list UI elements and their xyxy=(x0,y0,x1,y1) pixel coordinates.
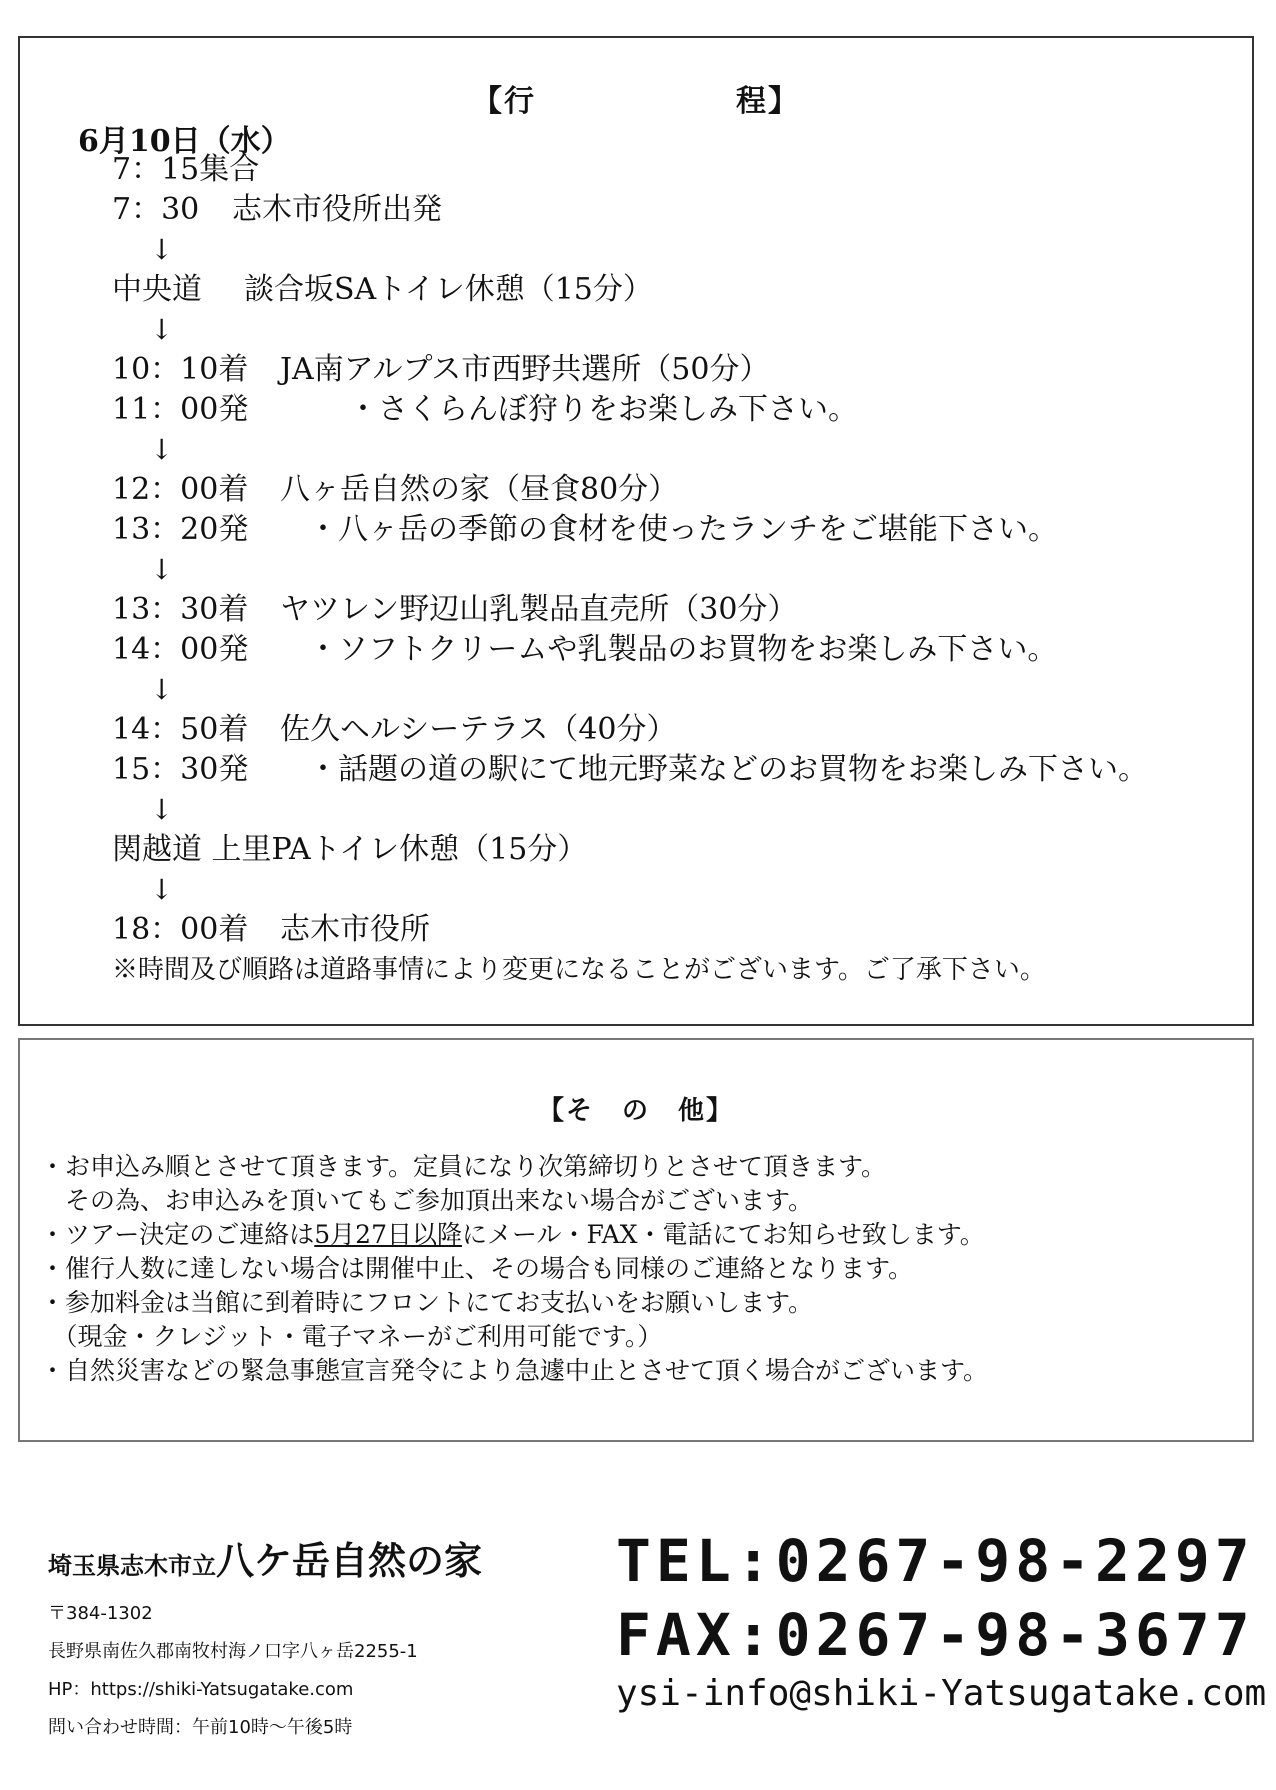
schedule-row: 7：30 志木市役所出発 xyxy=(112,192,442,227)
schedule-row: 11：00発 ・さくらんぼ狩りをお楽しみ下さい。 xyxy=(112,392,858,427)
schedule-row: 13：30着 ヤツレン野辺山乳製品直売所（30分） xyxy=(112,592,798,627)
postal-code: 〒384-1302 xyxy=(48,1603,153,1624)
arrow-down-icon: ↓ xyxy=(150,313,174,346)
other-info-box xyxy=(18,1038,1254,1442)
arrow-down-icon: ↓ xyxy=(150,233,174,266)
organization-name: 埼玉県志木市立八ケ岳自然の家 xyxy=(48,1539,483,1583)
footer-contact xyxy=(616,1524,1267,1716)
itinerary-title-right: 程】 xyxy=(736,84,800,119)
list-item: ・ツアー決定のご連絡は5月27日以降にメール・FAX・電話にてお知らせ致します。 xyxy=(40,1220,985,1249)
schedule-row: 13：20発 ・八ヶ岳の季節の食材を使ったランチをご堪能下さい。 xyxy=(112,512,1058,547)
schedule-row: 18：00着 志木市役所 xyxy=(112,912,430,947)
decision-date: 5月27日以降 xyxy=(314,1220,462,1249)
itinerary-footnote: ※時間及び順路は道路事情により変更になることがございます。ご了承下さい。 xyxy=(112,955,1046,985)
other-info-list xyxy=(40,1150,1240,1388)
footer-organization xyxy=(48,1530,608,1747)
itinerary-date: 6月10日（水） xyxy=(78,124,291,159)
email-address[interactable]: ysi-info@shiki-Yatsugatake.com xyxy=(616,1673,1267,1714)
itinerary-title xyxy=(20,76,1252,120)
contact-hours: 問い合わせ時間：午前10時～午後5時 xyxy=(48,1717,353,1738)
arrow-down-icon: ↓ xyxy=(150,873,174,906)
arrow-down-icon: ↓ xyxy=(150,673,174,706)
list-item: ・参加料金は当館に到着時にフロントにてお支払いをお願いします。 xyxy=(40,1288,814,1317)
schedule-row: 中央道 談合坂SAトイレ休憩（15分） xyxy=(112,272,653,307)
schedule-row: 7：15集合 xyxy=(112,152,260,187)
schedule-row: 14：00発 ・ソフトクリームや乳製品のお買物をお楽しみ下さい。 xyxy=(112,632,1058,667)
list-item: ・自然災害などの緊急事態宣言発令により急遽中止とさせて頂く場合がございます。 xyxy=(40,1356,989,1385)
arrow-down-icon: ↓ xyxy=(150,793,174,826)
tel-number[interactable]: TEL:0267-98-2297 xyxy=(616,1527,1255,1595)
schedule-row: 15：30発 ・話題の道の駅にて地元野菜などのお買物をお楽しみ下さい。 xyxy=(112,752,1148,787)
fax-number: FAX:0267-98-3677 xyxy=(616,1601,1255,1669)
schedule-row: 関越道 上里PAトイレ休憩（15分） xyxy=(112,832,588,867)
itinerary-box xyxy=(18,36,1254,1026)
list-item: （現金・クレジット・電子マネーがご利用可能です。） xyxy=(40,1322,663,1351)
schedule-row: 12：00着 八ヶ岳自然の家（昼食80分） xyxy=(112,472,679,507)
arrow-down-icon: ↓ xyxy=(150,433,174,466)
other-info-title: 【そ の 他】 xyxy=(537,1096,734,1126)
list-item: ・催行人数に達しない場合は開催中止、その場合も同様のご連絡となります。 xyxy=(40,1254,914,1283)
address-block xyxy=(48,1595,608,1747)
arrow-down-icon: ↓ xyxy=(150,553,174,586)
schedule-list xyxy=(112,150,1252,990)
list-item: その為、お申込みを頂いてもご参加頂出来ない場合がございます。 xyxy=(40,1186,814,1215)
list-item: ・お申込み順とさせて頂きます。定員になり次第締切りとさせて頂きます。 xyxy=(40,1152,887,1181)
homepage-link[interactable]: HP：https://shiki-Yatsugatake.com xyxy=(48,1679,354,1700)
schedule-row: 14：50着 佐久ヘルシーテラス（40分） xyxy=(112,712,677,747)
schedule-row: 10：10着 JA南アルプス市西野共選所（50分） xyxy=(112,352,770,387)
itinerary-title-left: 【行 xyxy=(472,84,536,119)
address: 長野県南佐久郡南牧村海ノ口字八ヶ岳2255-1 xyxy=(48,1641,418,1662)
